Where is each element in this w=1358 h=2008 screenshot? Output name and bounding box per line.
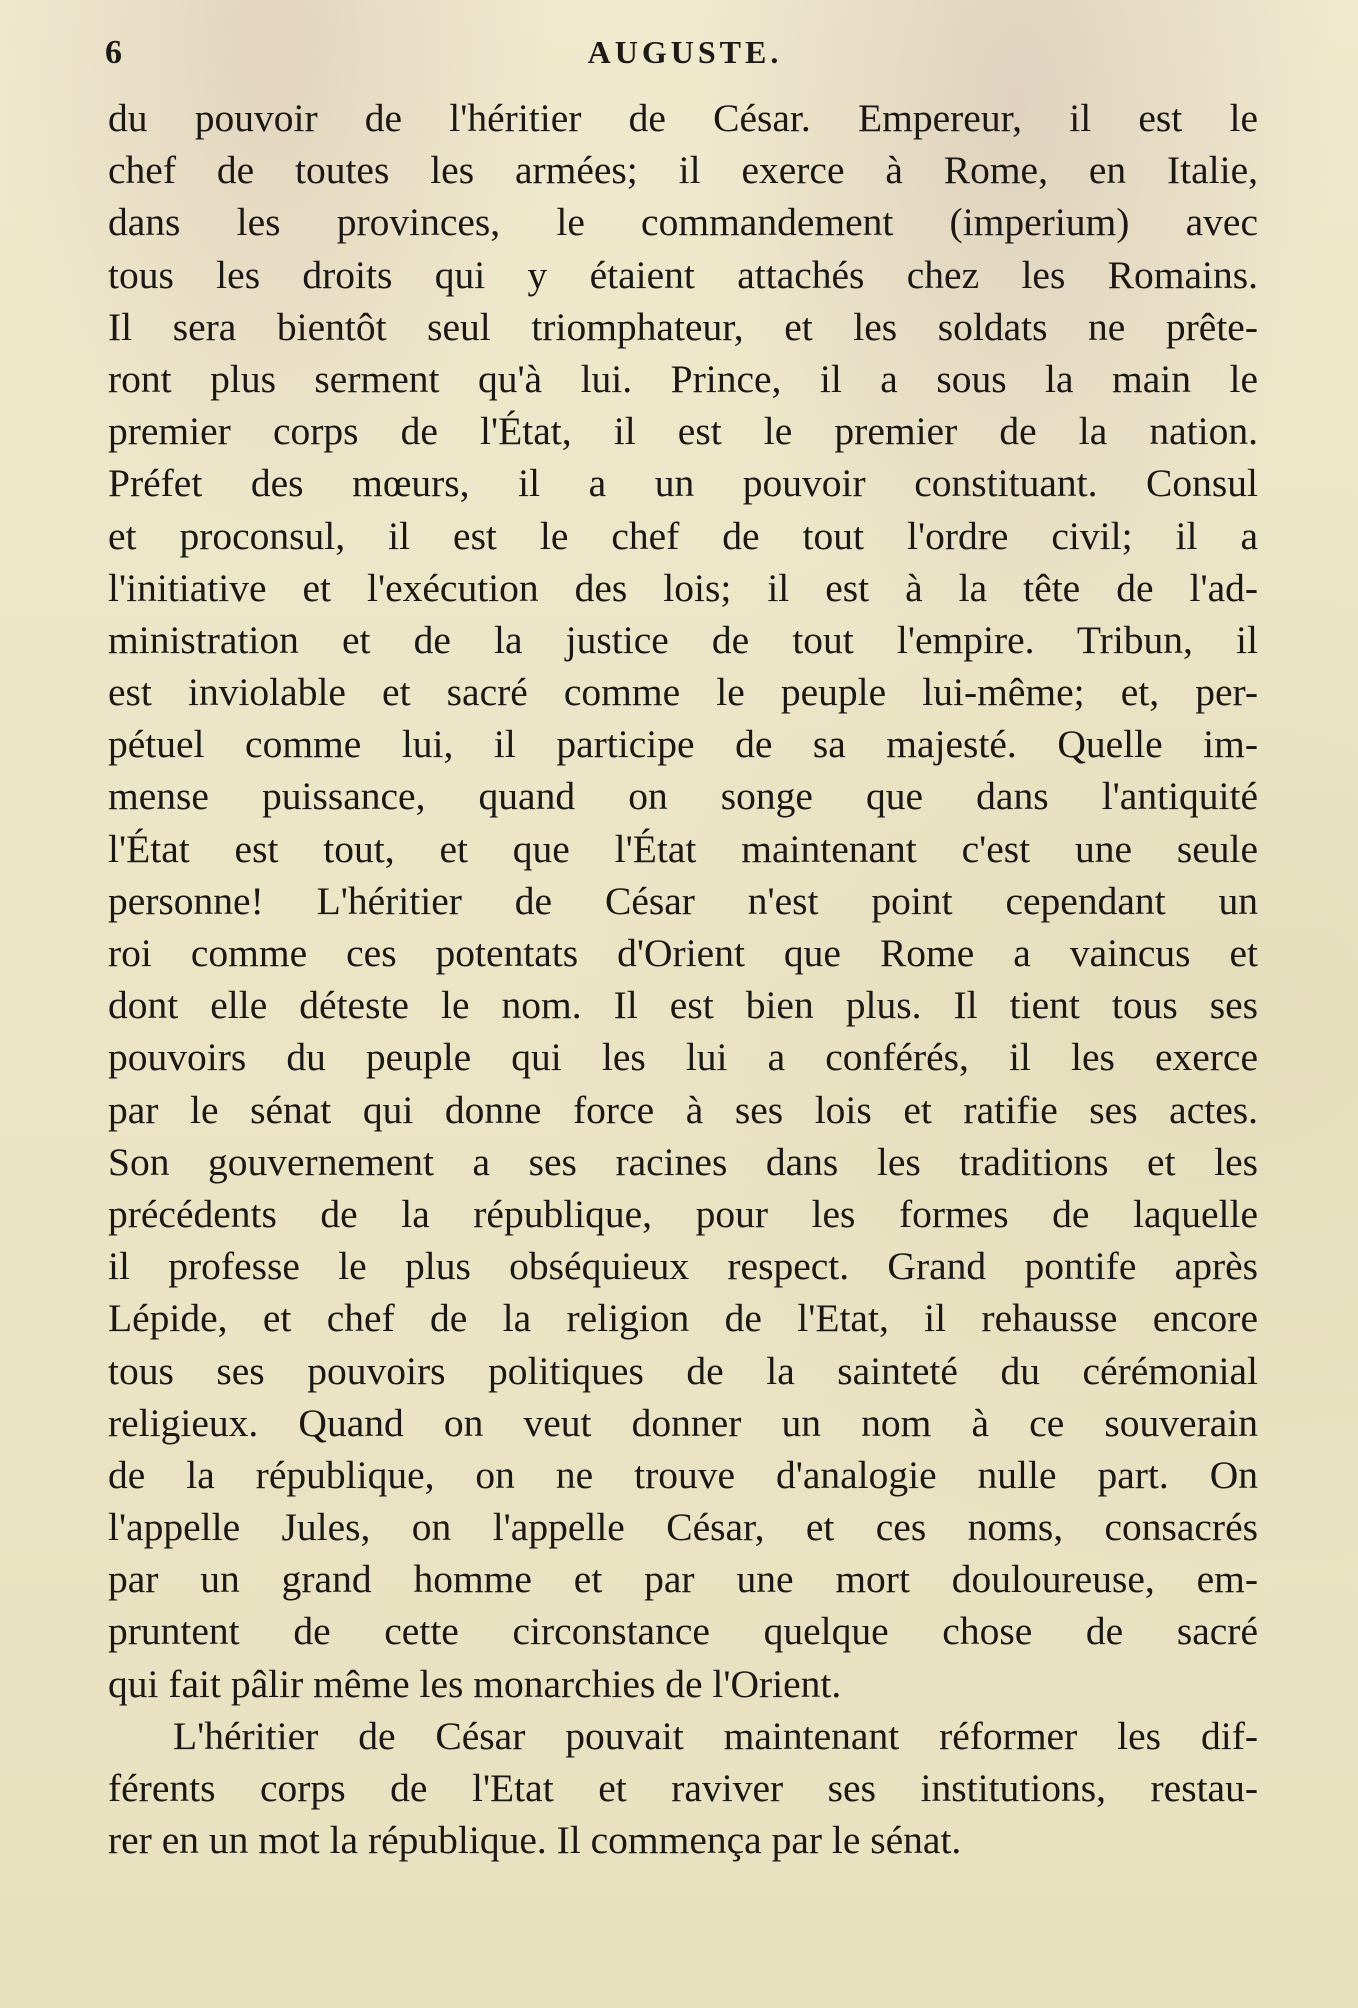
text-line: l'initiative et l'exécution des lois; il est à la tête de l'ad- [108,565,1258,610]
text-line: tous ses pouvoirs politiques de la sainteté du cérémonial [108,1348,1258,1393]
text-line: pétuel comme lui, il participe de sa majesté. Quelle im- [108,722,1258,767]
body-text [108,92,1258,1866]
text-line: férents corps de l'Etat et raviver ses institutions, restau- [108,1766,1258,1810]
text-line: Préfet des mœurs, il a un pouvoir constituant. Consul [108,461,1258,506]
text-line: dont elle déteste le nom. Il est bien plus. Il tient tous ses [108,983,1258,1028]
text-line: ministration et de la justice de tout l'empire. Tribun, il [108,617,1258,662]
text-line: Il sera bientôt seul triomphateur, et les soldats ne prête- [108,304,1258,349]
text-line: est inviolable et sacré comme le peuple lui-même; et, per- [108,670,1258,715]
text-line: tous les droits qui y étaient attachés chez les Romains. [108,252,1258,297]
text-line: du pouvoir de l'héritier de César. Empereur, il est le [108,96,1258,140]
page-number: 6 [105,34,122,71]
text-line: personne! L'héritier de César n'est point cependant un [108,878,1258,923]
text-line: rer en un mot la république. Il commença par le sénat. [108,1818,962,1863]
text-line: par le sénat qui donne force à ses lois et ratifie ses actes. [108,1087,1258,1132]
text-line: l'État est tout, et que l'État maintenant c'est une seule [108,826,1258,871]
text-line: par un grand homme et par une mort douloureuse, em- [108,1557,1258,1602]
text-line: premier corps de l'État, il est le premier de la nation. [108,409,1258,454]
text-line: mense puissance, quand on songe que dans l'antiquité [108,774,1258,819]
text-line: Son gouvernement a ses racines dans les traditions et les [108,1139,1258,1184]
text-line: roi comme ces potentats d'Orient que Rome a vaincus et [108,931,1258,975]
text-line: pruntent de cette circonstance quelque chose de sacré [108,1609,1258,1654]
text-line: Lépide, et chef de la religion de l'Etat, il rehausse encore [108,1296,1258,1341]
text-line: il professe le plus obséquieux respect. Grand pontife après [108,1244,1258,1289]
page-header [100,30,1270,74]
text-line: dans les provinces, le commandement (imperium) avec [108,200,1258,245]
text-line: l'appelle Jules, on l'appelle César, et ces noms, consacrés [108,1505,1258,1550]
running-head: AUGUSTE. [587,34,783,70]
text-line: de la république, on ne trouve d'analogie nulle part. On [108,1452,1258,1497]
text-line: précédents de la république, pour les formes de laquelle [108,1191,1258,1236]
text-line: ront plus serment qu'à lui. Prince, il a sous la main le [108,356,1258,401]
text-line: religieux. Quand on veut donner un nom à ce souverain [108,1400,1258,1445]
text-line: L'héritier de César pouvait maintenant réformer les dif- [173,1713,1258,1758]
text-line: pouvoirs du peuple qui les lui a conférés, il les exerce [108,1035,1258,1080]
text-line: et proconsul, il est le chef de tout l'ordre civil; il a [108,513,1258,558]
text-line: chef de toutes les armées; il exerce à Rome, en Italie, [108,148,1258,193]
text-line: qui fait pâlir même les monarchies de l'Orient. [108,1661,842,1706]
